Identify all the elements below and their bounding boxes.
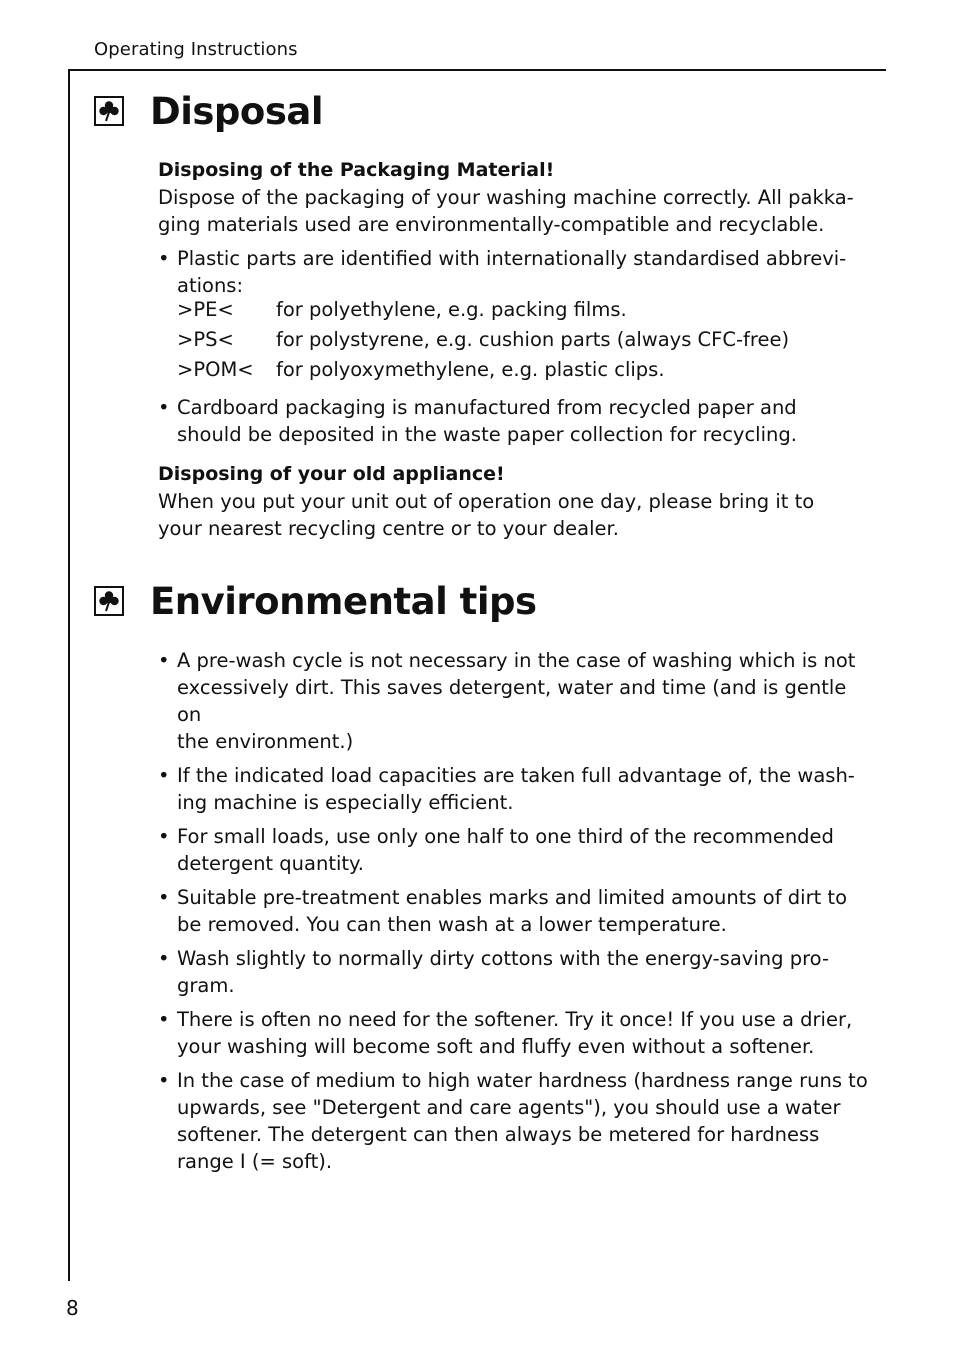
bullet-dot: •	[158, 886, 170, 909]
bullet-dot: •	[158, 764, 170, 787]
bullet-line: ations:	[177, 274, 244, 297]
packaging-paragraph	[158, 184, 868, 238]
paragraph-line: Dispose of the packaging of your washing machine correctly. All pakka-	[158, 186, 854, 209]
appliance-paragraph	[158, 488, 868, 542]
bullet-line: A pre-wash cycle is not necessary in the case of washing which is not	[177, 649, 856, 672]
running-header: Operating Instructions	[94, 39, 298, 60]
environmental-title: Environmental tips	[150, 579, 537, 623]
abbreviation-text: for polyethylene, e.g. packing films.	[276, 298, 627, 321]
bullet-line: If the indicated load capacities are taken full advantage of, the wash-	[177, 764, 855, 787]
cardboard-bullet	[158, 394, 868, 448]
bullet-line: There is often no need for the softener. Try it once! If you use a drier,	[177, 1008, 853, 1031]
disposal-content	[158, 157, 868, 542]
tip-bullet	[158, 1067, 868, 1175]
bullet-line: Suitable pre-treatment enables marks and limited amounts of dirt to	[177, 886, 848, 909]
bullet-line: Cardboard packaging is manufactured from recycled paper and	[177, 396, 797, 419]
bullet-dot: •	[158, 396, 170, 419]
bullet-dot: •	[158, 947, 170, 970]
appliance-subheading: Disposing of your old appliance!	[158, 463, 505, 485]
paragraph-line: When you put your unit out of operation one day, please bring it to	[158, 490, 815, 513]
abbreviation-row	[177, 295, 868, 325]
bullet-line: softener. The detergent can then always be metered for hardness	[177, 1123, 820, 1146]
bullet-line: ing machine is especially efficient.	[177, 791, 514, 814]
tip-bullet	[158, 1006, 868, 1060]
tip-bullet	[158, 823, 868, 877]
bullet-line: range I (= soft).	[177, 1150, 333, 1173]
clover-icon	[94, 96, 124, 126]
disposal-title: Disposal	[150, 89, 323, 133]
plastic-bullet	[158, 245, 868, 385]
bullet-line: In the case of medium to high water hardness (hardness range runs to	[177, 1069, 868, 1092]
bullet-line: upwards, see "Detergent and care agents"), you should use a water	[177, 1096, 841, 1119]
abbreviation-table	[177, 295, 868, 385]
tip-bullet	[158, 647, 868, 755]
bullet-line: For small loads, use only one half to one third of the recommended	[177, 825, 834, 848]
bullet-line: detergent quantity.	[177, 852, 364, 875]
abbreviation-code: >POM<	[177, 358, 254, 381]
abbreviation-row	[177, 355, 868, 385]
bullet-line: Wash slightly to normally dirty cottons with the energy-saving pro-	[177, 947, 829, 970]
margin-rule	[68, 69, 70, 1281]
packaging-subheading: Disposing of the Packaging Material!	[158, 159, 555, 181]
bullet-line: your washing will become soft and fluffy even without a softener.	[177, 1035, 815, 1058]
abbreviation-code: >PE<	[177, 298, 234, 321]
clover-icon	[94, 586, 124, 616]
tip-bullet	[158, 945, 868, 999]
environmental-tips-list	[158, 647, 868, 1175]
bullet-line: Plastic parts are identified with internationally standardised abbrevi-	[177, 247, 847, 270]
disposal-heading	[94, 89, 323, 133]
paragraph-line: ging materials used are environmentally-compatible and recyclable.	[158, 213, 825, 236]
bullet-line: the environment.)	[177, 730, 354, 753]
header-rule	[68, 69, 886, 71]
tip-bullet	[158, 762, 868, 816]
bullet-dot: •	[158, 1008, 170, 1031]
bullet-line: gram.	[177, 974, 235, 997]
paragraph-line: your nearest recycling centre or to your dealer.	[158, 517, 619, 540]
abbreviation-code: >PS<	[177, 328, 234, 351]
bullet-line: be removed. You can then wash at a lower temperature.	[177, 913, 727, 936]
bullet-line: should be deposited in the waste paper collection for recycling.	[177, 423, 797, 446]
page-number: 8	[66, 1296, 79, 1320]
tip-bullet	[158, 884, 868, 938]
abbreviation-row	[177, 325, 868, 355]
environmental-heading	[94, 579, 537, 623]
abbreviation-text: for polyoxymethylene, e.g. plastic clips.	[276, 358, 665, 381]
bullet-dot: •	[158, 825, 170, 848]
abbreviation-text: for polystyrene, e.g. cushion parts (always CFC-free)	[276, 328, 790, 351]
bullet-dot: •	[158, 649, 170, 672]
bullet-dot: •	[158, 1069, 170, 1092]
bullet-dot: •	[158, 247, 170, 270]
bullet-line: excessively dirt. This saves detergent, water and time (and is gentle on	[177, 676, 847, 726]
